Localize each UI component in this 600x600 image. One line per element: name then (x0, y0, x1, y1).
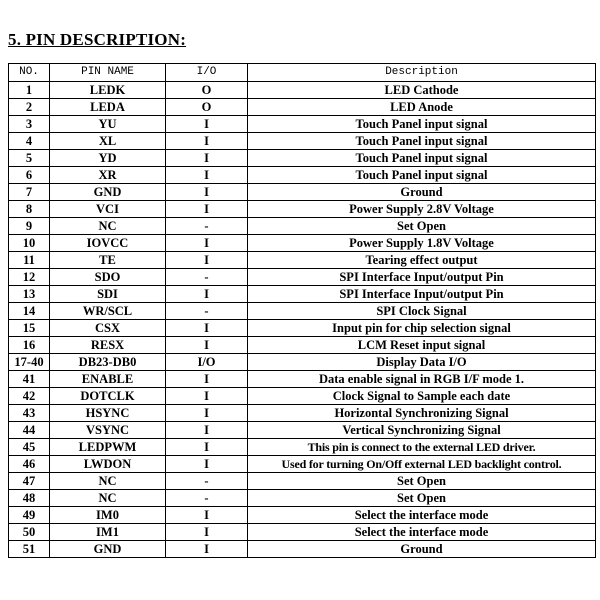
pin-description-cell: Clock Signal to Sample each date (248, 388, 596, 405)
pin-io-cell: I (166, 337, 248, 354)
pin-number-cell: 47 (9, 473, 50, 490)
pin-description-cell: Display Data I/O (248, 354, 596, 371)
pin-name-cell: GND (50, 184, 166, 201)
pin-description-cell: Input pin for chip selection signal (248, 320, 596, 337)
pin-io-cell: I (166, 439, 248, 456)
pin-io-cell: I/O (166, 354, 248, 371)
pin-name-cell: ENABLE (50, 371, 166, 388)
pin-io-cell: I (166, 252, 248, 269)
pin-description-cell: Power Supply 2.8V Voltage (248, 201, 596, 218)
pin-io-cell: I (166, 422, 248, 439)
pin-name-cell: RESX (50, 337, 166, 354)
table-row (9, 388, 596, 405)
pin-number-cell: 17-40 (9, 354, 50, 371)
pin-number-cell: 14 (9, 303, 50, 320)
pin-name-cell: IM1 (50, 524, 166, 541)
pin-io-cell: I (166, 507, 248, 524)
pin-name-cell: SDO (50, 269, 166, 286)
table-row (9, 320, 596, 337)
table-row (9, 541, 596, 558)
pin-name-cell: LWDON (50, 456, 166, 473)
pin-io-cell: I (166, 133, 248, 150)
pin-description-cell: This pin is connect to the external LED driver. (248, 439, 596, 456)
pin-io-cell: I (166, 456, 248, 473)
pin-name-cell: NC (50, 218, 166, 235)
pin-number-cell: 43 (9, 405, 50, 422)
table-row (9, 456, 596, 473)
pin-io-cell: I (166, 184, 248, 201)
pin-name-cell: VCI (50, 201, 166, 218)
table-row (9, 371, 596, 388)
table-row (9, 439, 596, 456)
table-row (9, 184, 596, 201)
pin-name-cell: YD (50, 150, 166, 167)
section-title: 5. PIN DESCRIPTION: (8, 30, 187, 49)
pin-description-cell: Data enable signal in RGB I/F mode 1. (248, 371, 596, 388)
pin-number-cell: 46 (9, 456, 50, 473)
table-row (9, 286, 596, 303)
table-row (9, 150, 596, 167)
pin-number-cell: 16 (9, 337, 50, 354)
pin-description-cell: Tearing effect output (248, 252, 596, 269)
table-row (9, 354, 596, 371)
pin-name-cell: GND (50, 541, 166, 558)
pin-number-cell: 48 (9, 490, 50, 507)
table-row (9, 405, 596, 422)
column-header-io: I/O (166, 64, 248, 82)
pin-name-cell: LEDA (50, 99, 166, 116)
table-row (9, 235, 596, 252)
pin-number-cell: 3 (9, 116, 50, 133)
pin-io-cell: I (166, 541, 248, 558)
pin-number-cell: 7 (9, 184, 50, 201)
table-row (9, 218, 596, 235)
pin-io-cell: - (166, 303, 248, 320)
table-body (9, 82, 596, 558)
table-row (9, 337, 596, 354)
pin-number-cell: 51 (9, 541, 50, 558)
pin-io-cell: I (166, 388, 248, 405)
pin-number-cell: 49 (9, 507, 50, 524)
pin-number-cell: 12 (9, 269, 50, 286)
pin-description-cell: Horizontal Synchronizing Signal (248, 405, 596, 422)
pin-io-cell: I (166, 405, 248, 422)
pin-name-cell: NC (50, 490, 166, 507)
pin-description-cell: Touch Panel input signal (248, 150, 596, 167)
pin-number-cell: 42 (9, 388, 50, 405)
pin-io-cell: - (166, 218, 248, 235)
pin-description-cell: Vertical Synchronizing Signal (248, 422, 596, 439)
table-row (9, 133, 596, 150)
pin-description-cell: Ground (248, 541, 596, 558)
pin-io-cell: - (166, 473, 248, 490)
pin-name-cell: IOVCC (50, 235, 166, 252)
pin-io-cell: I (166, 167, 248, 184)
pin-description-cell: Set Open (248, 473, 596, 490)
pin-number-cell: 41 (9, 371, 50, 388)
pin-io-cell: - (166, 269, 248, 286)
table-row (9, 99, 596, 116)
pin-name-cell: LEDK (50, 82, 166, 99)
pin-description-cell: LCM Reset input signal (248, 337, 596, 354)
table-header-row (9, 64, 596, 82)
table-row (9, 82, 596, 99)
pin-description-cell: Select the interface mode (248, 524, 596, 541)
pin-io-cell: O (166, 99, 248, 116)
table-row (9, 303, 596, 320)
pin-name-cell: VSYNC (50, 422, 166, 439)
pin-number-cell: 2 (9, 99, 50, 116)
column-header-description: Description (248, 64, 596, 82)
pin-number-cell: 1 (9, 82, 50, 99)
table-row (9, 201, 596, 218)
pin-io-cell: O (166, 82, 248, 99)
pin-name-cell: WR/SCL (50, 303, 166, 320)
pin-io-cell: I (166, 524, 248, 541)
pin-io-cell: - (166, 490, 248, 507)
pin-name-cell: CSX (50, 320, 166, 337)
pin-number-cell: 44 (9, 422, 50, 439)
pin-description-cell: SPI Interface Input/output Pin (248, 286, 596, 303)
pin-number-cell: 9 (9, 218, 50, 235)
column-header-pin-name: PIN NAME (50, 64, 166, 82)
pin-name-cell: DOTCLK (50, 388, 166, 405)
table-row (9, 422, 596, 439)
table-row (9, 116, 596, 133)
pin-name-cell: TE (50, 252, 166, 269)
table-row (9, 473, 596, 490)
pin-name-cell: IM0 (50, 507, 166, 524)
pin-description-cell: Ground (248, 184, 596, 201)
pin-description-cell: LED Anode (248, 99, 596, 116)
table-row (9, 524, 596, 541)
pin-description-cell: LED Cathode (248, 82, 596, 99)
pin-description-cell: Select the interface mode (248, 507, 596, 524)
pin-description-cell: Power Supply 1.8V Voltage (248, 235, 596, 252)
pin-description-cell: SPI Clock Signal (248, 303, 596, 320)
pin-name-cell: DB23-DB0 (50, 354, 166, 371)
pin-number-cell: 11 (9, 252, 50, 269)
table-row (9, 507, 596, 524)
pin-io-cell: I (166, 116, 248, 133)
pin-name-cell: LEDPWM (50, 439, 166, 456)
pin-number-cell: 10 (9, 235, 50, 252)
pin-io-cell: I (166, 286, 248, 303)
pin-number-cell: 8 (9, 201, 50, 218)
pin-description-table (8, 63, 596, 558)
table-row (9, 167, 596, 184)
pin-name-cell: XR (50, 167, 166, 184)
pin-name-cell: HSYNC (50, 405, 166, 422)
pin-number-cell: 50 (9, 524, 50, 541)
pin-number-cell: 45 (9, 439, 50, 456)
pin-io-cell: I (166, 235, 248, 252)
pin-number-cell: 5 (9, 150, 50, 167)
pin-description-cell: Set Open (248, 218, 596, 235)
table-row (9, 269, 596, 286)
pin-description-cell: Touch Panel input signal (248, 133, 596, 150)
pin-description-cell: Set Open (248, 490, 596, 507)
pin-io-cell: I (166, 201, 248, 218)
pin-description-cell: SPI Interface Input/output Pin (248, 269, 596, 286)
pin-io-cell: I (166, 150, 248, 167)
pin-name-cell: XL (50, 133, 166, 150)
pin-io-cell: I (166, 371, 248, 388)
pin-name-cell: YU (50, 116, 166, 133)
table-row (9, 490, 596, 507)
pin-number-cell: 4 (9, 133, 50, 150)
column-header-no: NO. (9, 64, 50, 82)
pin-number-cell: 13 (9, 286, 50, 303)
pin-name-cell: SDI (50, 286, 166, 303)
pin-name-cell: NC (50, 473, 166, 490)
pin-number-cell: 15 (9, 320, 50, 337)
pin-description-cell: Touch Panel input signal (248, 116, 596, 133)
pin-number-cell: 6 (9, 167, 50, 184)
pin-description-cell: Touch Panel input signal (248, 167, 596, 184)
pin-io-cell: I (166, 320, 248, 337)
table-row (9, 252, 596, 269)
pin-description-cell: Used for turning On/Off external LED backlight control. (248, 456, 596, 473)
